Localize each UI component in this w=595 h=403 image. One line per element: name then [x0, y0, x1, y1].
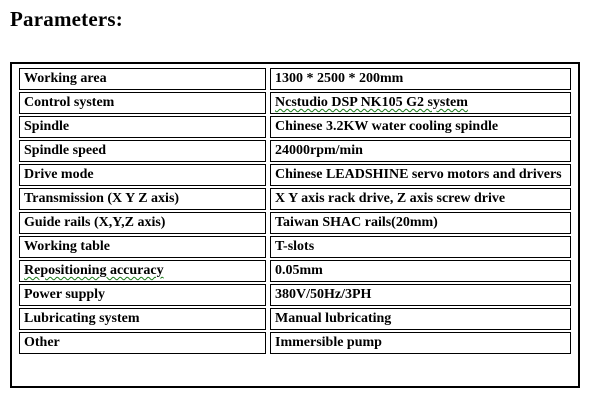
row-label: Drive mode: [19, 164, 266, 186]
row-label: Other: [19, 332, 266, 354]
row-label: Control system: [19, 92, 266, 114]
table-row: [19, 284, 571, 306]
table-row: [19, 92, 571, 114]
page-title: Parameters:: [10, 7, 123, 31]
table-row: [19, 188, 571, 210]
table-row: [19, 260, 571, 282]
row-label-text: Repositioning accuracy: [24, 263, 164, 278]
parameters-table: [15, 66, 575, 356]
parameters-table-frame: [10, 62, 580, 388]
row-value: Immersible pump: [270, 332, 571, 354]
row-label: [19, 260, 266, 282]
row-value: Chinese 3.2KW water cooling spindle: [270, 116, 571, 138]
table-row: [19, 236, 571, 258]
table-row: [19, 68, 571, 90]
row-value: Manual lubricating: [270, 308, 571, 330]
row-label: Working area: [19, 68, 266, 90]
row-label: Transmission (X Y Z axis): [19, 188, 266, 210]
table-row: [19, 332, 571, 354]
row-value: 0.05mm: [270, 260, 571, 282]
row-label: Spindle speed: [19, 140, 266, 162]
row-value-text: Ncstudio DSP NK105 G2 system: [275, 95, 468, 110]
row-value: T-slots: [270, 236, 571, 258]
row-value: 1300 * 2500 * 200mm: [270, 68, 571, 90]
row-value: 380V/50Hz/3PH: [270, 284, 571, 306]
table-row: [19, 164, 571, 186]
table-row: [19, 308, 571, 330]
row-label: Guide rails (X,Y,Z axis): [19, 212, 266, 234]
table-row: [19, 116, 571, 138]
row-label: Lubricating system: [19, 308, 266, 330]
row-value: Taiwan SHAC rails(20mm): [270, 212, 571, 234]
row-label: Power supply: [19, 284, 266, 306]
row-value: 24000rpm/min: [270, 140, 571, 162]
table-row: [19, 140, 571, 162]
row-value: Chinese LEADSHINE servo motors and drivers: [270, 164, 571, 186]
row-value: X Y axis rack drive, Z axis screw drive: [270, 188, 571, 210]
table-row: [19, 212, 571, 234]
row-label: Working table: [19, 236, 266, 258]
row-value: [270, 92, 571, 114]
row-label: Spindle: [19, 116, 266, 138]
